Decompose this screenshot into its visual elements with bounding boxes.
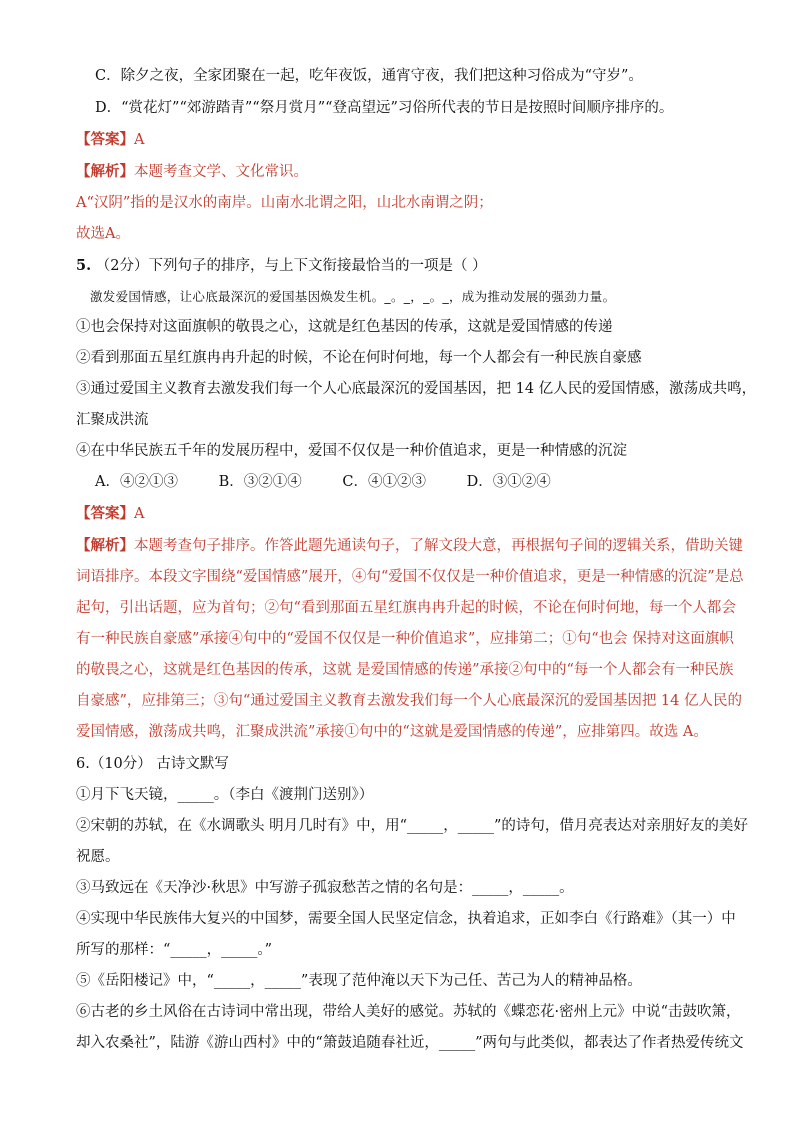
q6-item: ⑥古老的乡土风俗在古诗词中常出现，带给人美好的感觉。苏轼的《蝶恋花·密州上元》中说“击鼓吹箫， xyxy=(76,1004,741,1020)
q6-item: ①月下飞天镜，_____。（李白《渡荆门送别》） xyxy=(76,787,374,803)
q5-option-d: D．③①②④ xyxy=(466,474,551,490)
q5-option-b: B．③②①④ xyxy=(218,474,302,490)
analysis-tag: 【解析】 xyxy=(76,163,134,180)
answer-tag: 【答案】 xyxy=(76,505,134,522)
answer-value: A xyxy=(134,506,145,522)
q5-options xyxy=(95,472,734,492)
q4-note-2: 故选A。 xyxy=(76,226,130,242)
q5-item-3a: ③通过爱国主义教育去激发我们每一个人心底最深沉的爱国基因，把 14 亿人民的爱国情感，激荡成共鸣， xyxy=(76,381,757,397)
q4-option-c: C．除夕之夜，全家团聚在一起，吃年夜饭，通宵守夜，我们把这种习俗成为“守岁”。 xyxy=(95,68,643,84)
analysis-tag: 【解析】 xyxy=(76,537,134,554)
q4-answer xyxy=(76,130,734,150)
q5-item-4: ④在中华民族五千年的发展历程中，爱国不仅仅是一种价值追求，更是一种情感的沉淀 xyxy=(76,443,627,459)
q5-option-a: A．④②①③ xyxy=(95,474,178,490)
q6-item: 却入农桑社”，陆游《游山西村》中的“箫鼓追随春社近，_____”两句与此类似，都表达了作者热爱传统文 xyxy=(76,1035,744,1051)
q5-item-2: ②看到那面五星红旗冉冉升起的时候，不论在何时何地，每一个人都会有一种民族自豪感 xyxy=(76,350,642,366)
q6-item: 祝愿。 xyxy=(76,849,120,865)
answer-value: A xyxy=(134,132,145,148)
q6-item: 所写的那样：“_____，_____。” xyxy=(76,942,273,958)
q6-item: ③马致远在《天净沙·秋思》中写游子孤寂愁苦之情的名句是：_____，_____。 xyxy=(76,880,574,896)
q5-analysis-line: 词语排序。本段文字围绕“爱国情感”展开，④句“爱国不仅仅是一种价值追求，更是一种情感的沉淀”是总 xyxy=(76,569,744,585)
q5-analysis-line: 的敬畏之心，这就是红色基因的传承，这就 是爱国情感的传递”承接②句中的“每一个人都会有一种民族 xyxy=(76,662,734,678)
q5-analysis-line: 爱国情感，激荡成共鸣，汇聚成洪流”承接①句中的“这就是爱国情感的传递”，应排第四。故选 A。 xyxy=(76,724,708,740)
q4-option-d: D．“赏花灯”“郊游踏青”“祭月赏月”“登高望远”习俗所代表的节日是按照时间顺序排序的。 xyxy=(95,100,674,116)
q5-item-1: ①也会保持对这面旗帜的敬畏之心，这就是红色基因的传承，这就是爱国情感的传递 xyxy=(76,319,613,335)
q6-item: ⑤《岳阳楼记》中，“_____，_____”表现了范仲淹以天下为己任、苦己为人的精神品格。 xyxy=(76,973,642,989)
q5-option-c: C．④①②③ xyxy=(342,474,426,490)
q6-stem: 6.（10分） 古诗文默写 xyxy=(76,756,229,772)
q6-item: ②宋朝的苏轼，在《水调歌头 明月几时有》中，用“_____，_____”的诗句，借月亮表达对亲朋好友的美好 xyxy=(76,818,748,834)
q4-note-1: A“汉阴”指的是汉水的南岸。山南水北谓之阳，山北水南谓之阴； xyxy=(76,195,493,211)
q5-number: 5. xyxy=(76,257,92,274)
analysis-text: 本题考查文学、文化常识。 xyxy=(134,164,308,180)
q5-analysis-line: 自豪感”，应排第三；③句“通过爱国主义教育去激发我们每一个人心底最深沉的爱国基因把 14 亿人民的 xyxy=(76,693,742,709)
q4-analysis xyxy=(76,162,734,182)
q5-answer xyxy=(76,504,734,524)
q5-stem-text: （2分）下列句子的排序，与上下文衔接最恰当的一项是（ ） xyxy=(95,258,487,274)
q5-item-3b: 汇聚成洪流 xyxy=(76,412,149,428)
q5-analysis-line xyxy=(76,536,743,556)
q5-analysis-line: 有一种民族自豪感”承接④句中的“爱国不仅仅是一种价值追求”，应排第二；①句“也会 保持对这面旗帜 xyxy=(76,631,734,647)
q6-item: ④实现中华民族伟大复兴的中国梦，需要全国人民坚定信念，执着追求，正如李白《行路难》（其一）中 xyxy=(76,911,736,927)
q5-passage: 激发爱国情感，让心底最深沉的爱国基因焕发生机。_。_，_。_，成为推动发展的强劲力量。 xyxy=(90,289,616,304)
analysis-text: 本题考查句子排序。作答此题先通读句子，了解文段大意，再根据句子间的逻辑关系，借助关键 xyxy=(134,538,743,554)
q5-stem xyxy=(76,256,734,276)
q5-analysis-line: 起句，引出话题，应为首句；②句“看到那面五星红旗冉冉升起的时候，不论在何时何地，每一个人都会 xyxy=(76,600,736,616)
answer-tag: 【答案】 xyxy=(76,131,134,148)
